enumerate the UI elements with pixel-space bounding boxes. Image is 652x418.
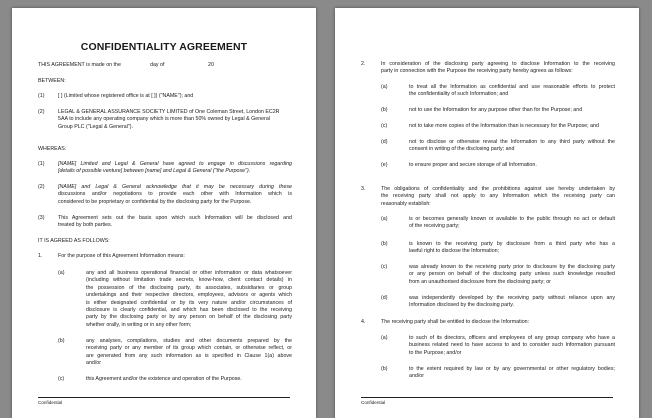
between-heading: BETWEEN: — [38, 78, 66, 84]
recital1-line: [details of possible venture] between [name] and Legal & General ("the Purpose"). — [58, 168, 251, 175]
clause1b-line: are generated from any such information as is specified in Clause 1(a) above — [86, 352, 292, 359]
clause2d-line: consent in writing of the disclosing party; and — [409, 146, 515, 153]
clause1b-line: receiving party or any member of its group which contain, or otherwise reflect, or — [86, 345, 292, 352]
party2-line: Group PLC ("Legal & General"). — [58, 123, 134, 130]
footer-label: Confidential — [361, 400, 386, 405]
clause2e-number: (e) — [381, 162, 388, 168]
agreed-heading: IT IS AGREED AS FOLLOWS: — [38, 238, 110, 244]
clause2-line: In consideration of the disclosing party agreeing to disclose Information to the receiving — [381, 61, 615, 67]
recital1-line: [NAME] Limited and Legal & General have agreed to engage in discussions regarding — [58, 161, 292, 167]
clause2c-text: not to take more copies of the Information than is necessary for the Purpose; and — [409, 123, 599, 129]
whereas-heading: WHEREAS: — [38, 146, 67, 152]
clause3d-line: was independently developed by the receiving party without reliance upon any — [409, 295, 615, 301]
clause3a-line: is or becomes generally known or available to the public through no act or default — [409, 216, 615, 222]
clause4-text: The receiving party shall be entitled to disclose the Information: — [381, 319, 530, 325]
clause4a-line: business related need to have access to and to consider such Information pursuant — [409, 342, 615, 349]
clause3c-line: or any person on behalf of the disclosing party unless such knowledge resulted — [409, 271, 615, 278]
clause3a-line: of the receiving party; — [409, 223, 460, 230]
clause3c-line: was already known to the receiving party prior to disclosure by the disclosing party — [409, 264, 615, 270]
clause2b-text: not to use the Information for any purpose other than for the Purpose; and — [409, 107, 583, 113]
clause1a-line: undertakings and their respective directors, employees, advisors or agents which — [86, 292, 292, 299]
clause3-line: The obligations of confidentiality and the prohibitions against use hereby undertaken by — [381, 186, 615, 192]
clause4a-number: (a) — [381, 335, 388, 341]
clause4b-line: to the extent required by law or by any governmental or other regulatory bodies; — [409, 366, 615, 372]
clause2a-number: (a) — [381, 84, 388, 90]
clause3-number: 3. — [361, 186, 366, 192]
clause1c-text: this Agreement and/or the existence and operation of the Purpose. — [86, 376, 242, 382]
clause1a-line: party by the disclosing party or by any person on behalf of the disclosing party — [86, 314, 292, 321]
agreement-date-line: THIS AGREEMENT is made on the — [38, 62, 121, 68]
left-page — [12, 8, 316, 418]
clause1a-line: whether orally, in writing or in any other form; — [86, 321, 192, 328]
recital2-number: (2) — [38, 184, 45, 190]
clause1a-line: any and all business operational financial or other information or data whatsoever — [86, 270, 292, 276]
clause4b-line: and/or — [409, 373, 425, 380]
clause4a-line: to such of its directors, officers and employees of any group company who have a — [409, 335, 615, 341]
clause2a-line: the confidentiality of such Information; and — [409, 91, 509, 98]
footer-divider — [361, 397, 613, 398]
clause1b-number: (b) — [58, 338, 65, 344]
clause1a-number: (a) — [58, 270, 65, 276]
clause3a-number: (a) — [381, 216, 388, 222]
clause3b-number: (b) — [381, 241, 388, 247]
clause3-line: reasonably establish: — [381, 200, 431, 207]
clause1c-number: (c) — [58, 376, 65, 382]
party2-line: LEGAL & GENERAL ASSURANCE SOCIETY LIMITED of One Coleman Street, London EC2R — [58, 109, 280, 115]
recital3-number: (3) — [38, 215, 45, 221]
party1-text: [ ] (Limited whose registered office is at [ ]) ("NAME"); and — [58, 93, 194, 99]
clause3c-line: from an unauthorised disclosure from the disclosing party; or — [409, 278, 551, 285]
clause1-text: For the purpose of this Agreement Information means: — [58, 253, 185, 259]
clause2c-number: (c) — [381, 123, 388, 129]
recital3-line: treated by both parties. — [58, 222, 113, 229]
clause2d-number: (d) — [381, 139, 388, 145]
clause4-number: 4. — [361, 319, 366, 325]
clause1a-line: is either designated confidential or by its very nature and/or circumstances of — [86, 299, 292, 306]
recital2-line: considered to be proprietary or confidential by the disclosing party for the Purpose. — [58, 198, 252, 205]
clause4b-number: (b) — [381, 366, 388, 372]
clause2d-line: not to disclose or otherwise reveal the Information to any third party without the — [409, 139, 615, 145]
party1-number: (1) — [38, 93, 45, 99]
clause2b-number: (b) — [381, 107, 388, 113]
party2-number: (2) — [38, 109, 45, 115]
party2-line: 5AA to include any operating company which is more than 50% owned by Legal & General — [58, 116, 271, 123]
right-page — [335, 8, 639, 418]
recital3-line: This Agreement sets out the basis upon which such Information will be disclosed and — [58, 215, 292, 221]
recital2-line: [NAME] and Legal & General acknowledge that it may be necessary during these — [58, 184, 292, 190]
footer-label: Confidential — [38, 400, 63, 405]
date-year-label: 20 — [208, 62, 214, 68]
clause3c-number: (c) — [381, 264, 388, 270]
document-title: CONFIDENTIALITY AGREEMENT — [80, 41, 248, 53]
recital2-line: discussions and/or negotiations to provide each other with Information which is — [58, 191, 292, 198]
clause2e-text: to ensure proper and secure storage of all Information. — [409, 162, 537, 168]
clause3-line: the receiving party shall not apply to any Information which the receiving party can — [381, 193, 615, 200]
clause1a-line: the possession of the disclosing party, its associates, subsidiaries or group — [86, 284, 292, 291]
clause3d-line: Information disclosed by the disclosing party. — [409, 302, 515, 309]
clause3b-line: is known to the receiving party by disclosure from a third party who has a — [409, 241, 615, 247]
clause1b-line: any analyses, compilations, studies and other documents prepared by the — [86, 338, 292, 344]
clause1-number: 1. — [38, 253, 43, 259]
clause2a-line: to treat all the Information as confidential and use reasonable efforts to protect — [409, 84, 615, 90]
clause3d-number: (d) — [381, 295, 388, 301]
clause1a-line: disclosure is clearly confidential, and which has been disclosed to the receiving — [86, 307, 292, 313]
clause4a-line: to the Purpose; and/or — [409, 349, 462, 356]
clause3b-line: lawful right to disclose the Information; — [409, 248, 500, 255]
date-day-label: day of — [150, 62, 165, 68]
recital1-number: (1) — [38, 161, 45, 167]
clause1a-line: (including without limitation trade secrets, know-how, client contact details) in — [86, 277, 292, 284]
clause2-number: 2. — [361, 61, 366, 67]
clause1b-line: and/or — [86, 360, 102, 367]
clause2-line: party in connection with the Purpose the receiving party hereby agrees as follows: — [381, 68, 573, 75]
footer-divider — [38, 397, 290, 398]
